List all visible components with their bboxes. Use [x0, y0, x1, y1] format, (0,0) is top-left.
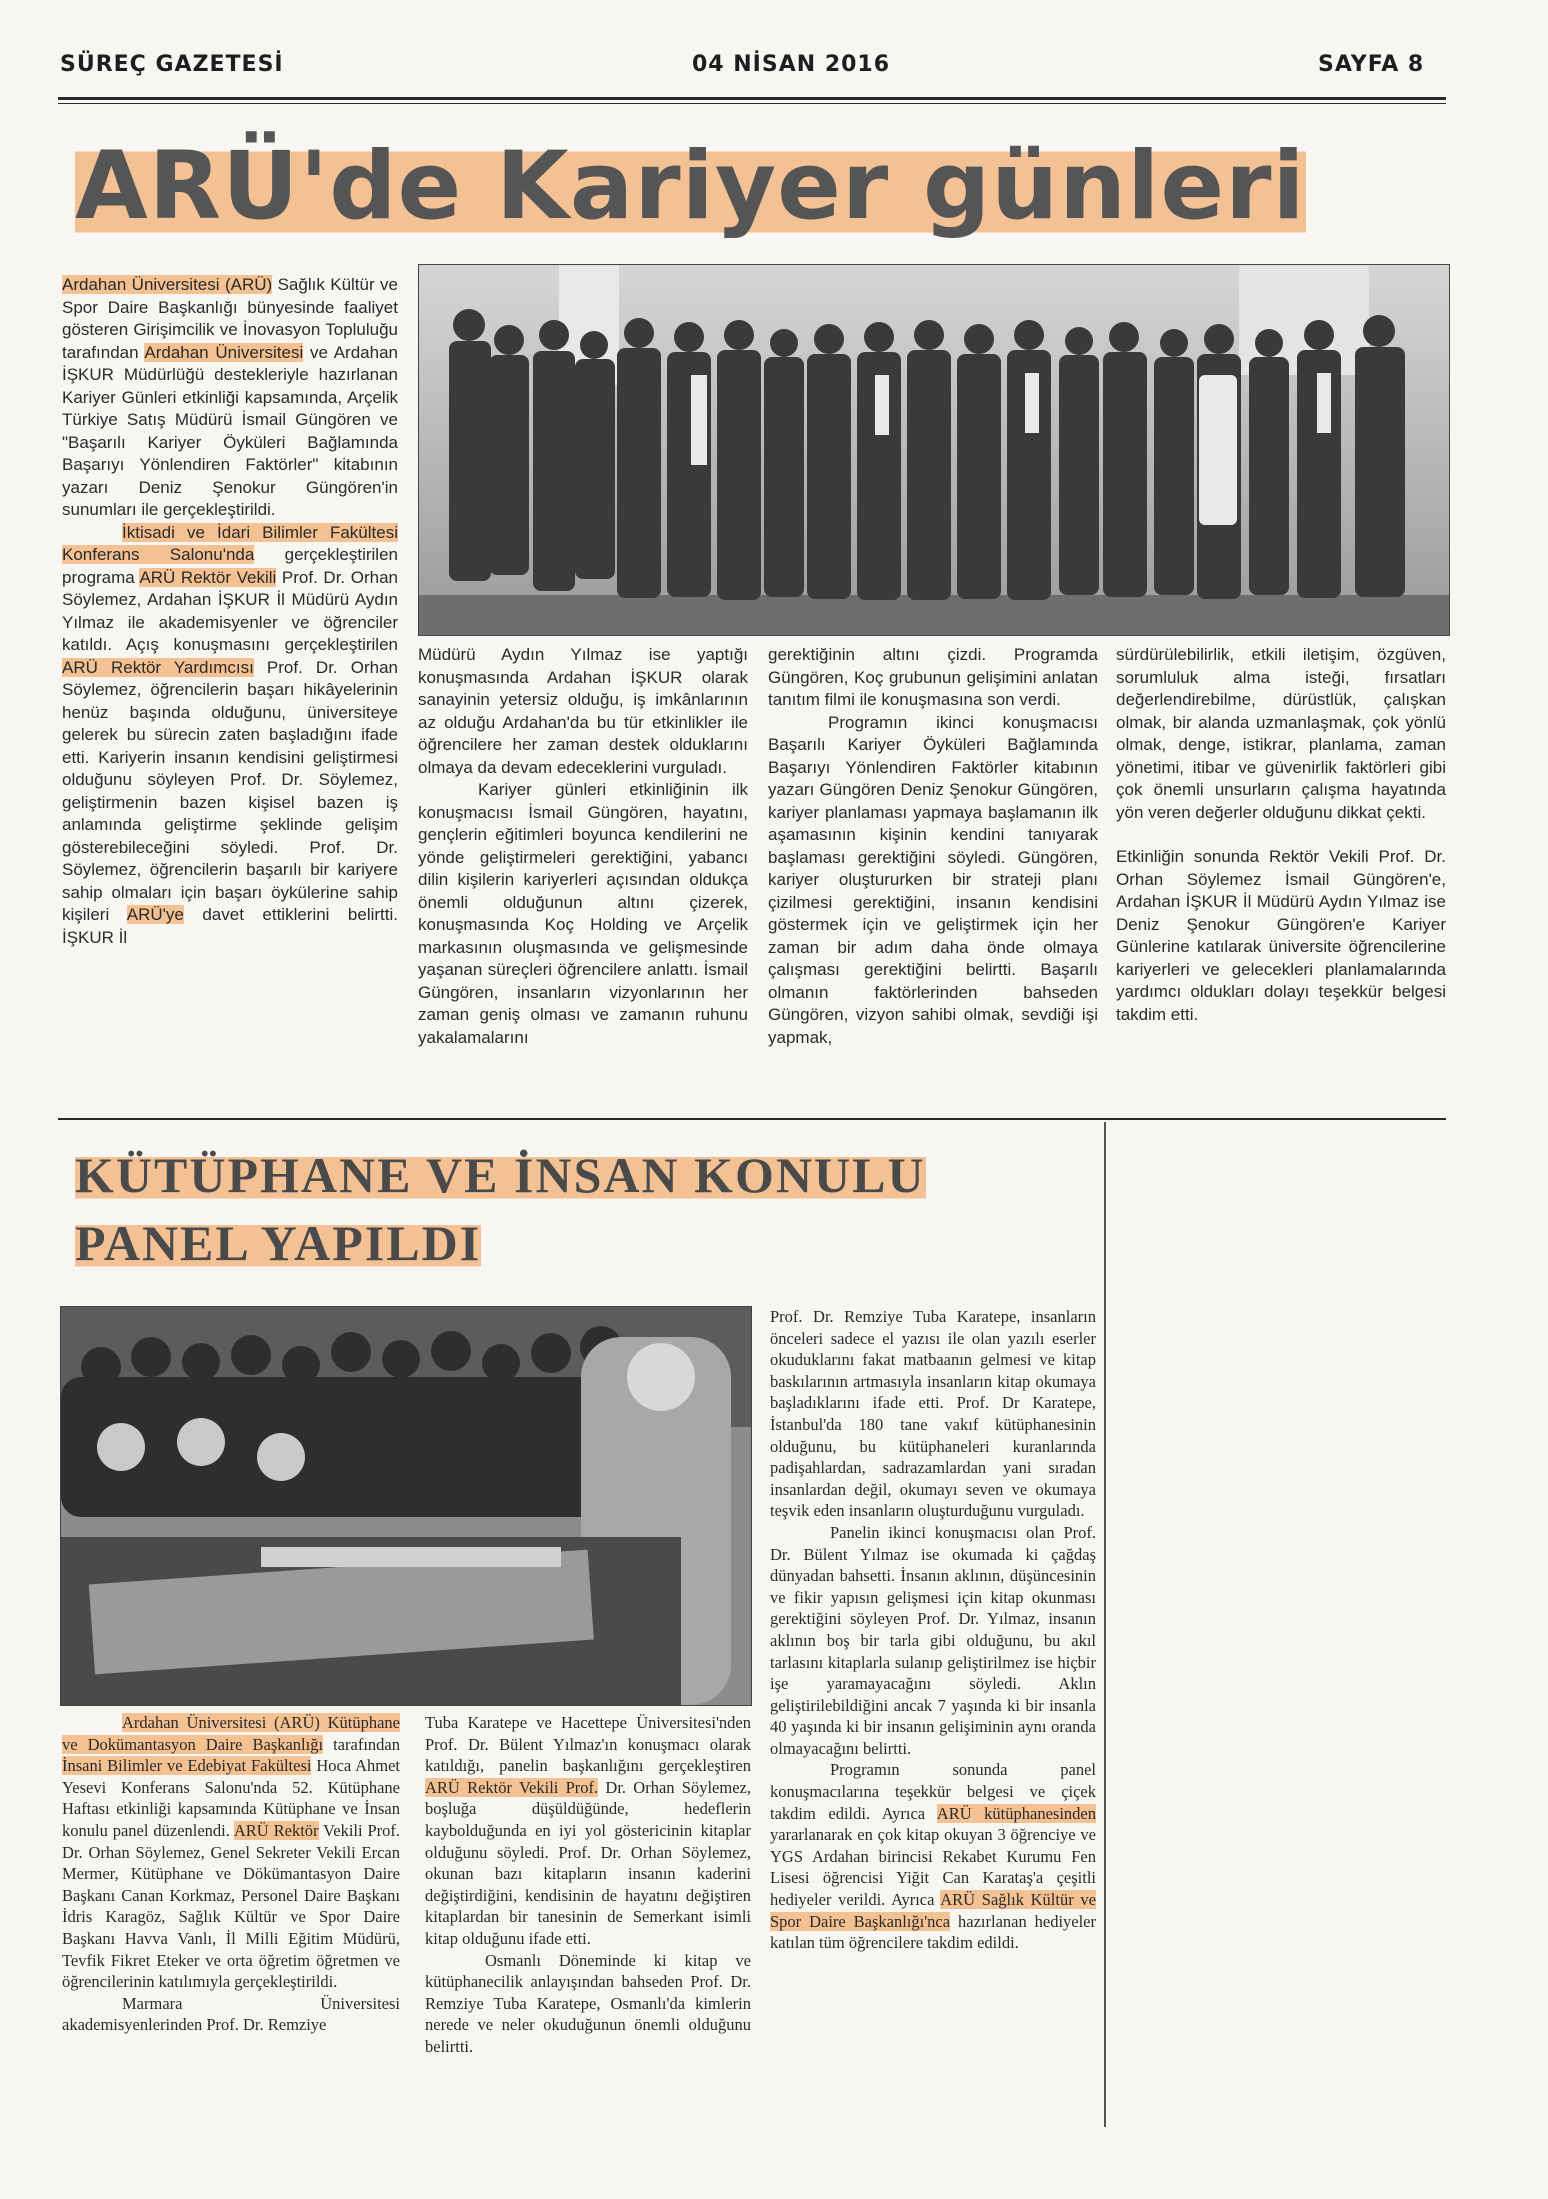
article1-col2-p2: Kariyer günleri etkinliğinin ilk konuşmacısı İsmail Güngören, hayatını, gençlerin eğitimleri boyunca kendilerini ne yönde geliştirmeleri gerektiğini, yabancı dilin kişilerin kariyerleri açısından oldukça önemli olduğunun altını çizerek, konuşmasında Koç Holding ve Arçelik markasının oluşmasında ve gelişmesinde yaşanan süreçleri öğrencilere anlattı. İsmail Güngören, insanların vizyonlarının her zaman geniş olması ve zamanın ruhunu yakalamalarını: [418, 780, 748, 1047]
article2-col2-a: Tuba Karatepe ve Hacettepe Üniversitesi'nden Prof. Dr. Bülent Yılmaz'ın konuşmacı olarak katıldığı, panelin başkanlığını gerçekleştiren: [425, 1713, 751, 1776]
paper-name: SÜREÇ GAZETESİ: [60, 52, 284, 77]
highlight-kutuphane-daire: Ardahan Üniversitesi (ARÜ) Kütüphane ve Dokümantasyon Daire Başkanlığı: [62, 1713, 400, 1754]
article1-col1-p2b: gerçekleştirilen programa: [62, 545, 398, 587]
article1-col1: [62, 274, 398, 949]
article2-col3-b: Panelin ikinci konuşmacısı olan Prof. Dr. Bülent Yılmaz ise okumada ki çağdaş dünyadan bahsetti. İnsanın aklının, düşüncesinin ve fikir yapısın gelişmesi için kitap okunması gerektiğini söyleyen Prof. Dr. Yılmaz, insanın aklının boş bir tarla gibi olduğunu, bu akıl tarlasını kitaplarla sulanıp geliştirilmez ise hiçbir işe yaramayacağını söyledi. Aklın geliştirilebildiğini ancak 7 yaşında ki bir insanla 40 yaşında ki bir insanın gelişiminin aynı oranda olmayacağını belirtti.: [770, 1522, 1096, 1758]
article2-col1-b: tarafından: [323, 1734, 400, 1754]
article2-col3-a: Prof. Dr. Remziye Tuba Karatepe, insanların önceleri sadece el yazısı ile olan yazılı eserler okuduklarını fakat matbaanın gelmesi ve kitap baskılarının artmasıyla insanların kitap okumaya başladıklarını ifade etti. Prof. Dr Karatepe, İstanbul'da 180 tane vakıf kütüphanesinin olduğunu, bu kütüphaneleri kuranlarında padişahlardan, sadrazamlardan yani sıradan insanlardan değil, okumayı seven ve okumaya teşvik eden insanların oluşturduğunu vurguladı.: [770, 1307, 1096, 1521]
group-photo: [418, 264, 1450, 636]
highlight-aru-saglik-kultur: ARÜ Sağlık Kültür ve Spor Daire Başkanlığı'nca: [770, 1890, 1096, 1931]
masthead-rule-thin: [58, 103, 1446, 104]
article2-col3-g: hazırlanan hediyeler katılan tüm öğrencilere takdim edildi.: [770, 1911, 1097, 1953]
article1-col2: [418, 644, 748, 1049]
article1-headline-text: ARÜ'de Kariyer günleri: [75, 132, 1306, 241]
article1-col1-p1b: Sağlık Kültür ve Spor Daire Başkanlığı bünyesinde faaliyet gösteren Girişimcilik ve İnovasyon Topluluğu tarafından: [62, 275, 399, 362]
section-divider: [58, 1118, 1446, 1120]
article2-col2-c: Dr. Orhan Söylemez, boşluğa düşüldüğünde, hedeflerin kaybolduğunda en iyi yol göstericinin kitaplar olduğunu söyledi. Prof. Dr. Orhan Söylemez, okunan bazı kitapların insanın kaderini değiştirdiğini, kendisinin de hayatını değiştiren kitaplardan bir tanesinin de Semerkant isimli kitap olduğunu ifade etti.: [425, 1777, 751, 1948]
article2-col3: [770, 1306, 1096, 1954]
article2-col2: [425, 1712, 751, 2058]
article1-col4-p2: Etkinliğin sonunda Rektör Vekili Prof. Dr. Orhan Söylemez İsmail Güngören'e, Ardahan İŞKUR İl Müdürü Aydın Yılmaz ise Deniz Şenokur Güngören'e Kariyer Günlerine katılarak üniversite öğrencilerine kariyerleri ve gelecekleri planlamalarında yardımcı oldukları dolayı teşekkür belgesi takdim etti.: [1116, 847, 1446, 1024]
article1-col4-p1: sürdürülebilirlik, etkili iletişim, özgüven, sorumluluk alma isteği, fırsatları değerlendirebilme, dürüstlük, çalışkan olmak, bir alanda uzmanlaşmak, çok yönlü olmak, denge, istikrar, planlama, zaman yönetimi, itibar ve güvenirlik faktörleri gibi çok önemli unsurların çalışma hayatında yön veren değerler olduğunu dikkat çekti.: [1116, 645, 1446, 822]
highlight-iibf-salon: İktisadi ve İdari Bilimler Fakültesi Konferans Salonu'nda: [62, 522, 398, 564]
article2-col1: [62, 1712, 400, 2036]
highlight-aru-rektor-vekili: ARÜ Rektör Vekili: [139, 567, 277, 587]
highlight-aru-rektor-yardimcisi: ARÜ Rektör Yardımcısı: [62, 657, 254, 677]
article1-col2-p1: Müdürü Aydın Yılmaz ise yaptığı konuşmasında Ardahan İŞKUR olarak sanayinin yetersiz olduğu, iş imkânlarının az olduğu Ardahan'da bu tür etkinlikler ile öğrencilere her zaman destek olduklarını olmaya da devam edeceklerini vurguladı.: [418, 645, 748, 777]
article1-col3-p1: gerektiğinin altını çizdi. Programda Güngören, Koç grubunun gelişimini anlatan tanıtım filmi ile konuşmasına son verdi.: [768, 645, 1098, 709]
panel-photo-image: [61, 1307, 751, 1705]
article2-col1-d: Hoca Ahmet Yesevi Konferans Salonu'nda 52. Kütüphane Haftası etkinliği kapsamında Kütüphane ve İnsan konulu panel düzenlendi.: [62, 1756, 400, 1840]
article1-col1-p2h: davet ettiklerini belirtti. İŞKUR İl: [62, 905, 399, 947]
column-divider: [1104, 1122, 1106, 2127]
highlight-aruye: ARÜ'ye: [126, 905, 184, 924]
masthead-rule: [58, 97, 1446, 100]
highlight-insani-bilimler: İnsani Bilimler ve Edebiyat Fakültesi: [62, 1756, 312, 1776]
article2-col1-f: Vekili Prof. Dr. Orhan Söylemez, Genel Sekreter Vekili Ercan Mermer, Kütüphane ve Dökümantasyon Daire Başkanı Canan Korkmaz, Personel Daire Başkanı İdris Karagöz, Sağlık Kültür ve Spor Daire Başkanı Havva Vanlı, İl Milli Eğitim Müdürü, Tevfik Fikret Eteker ve orta öğretim öğretmen ve öğrencilerinin katılımıyla gerçekleştirildi.: [62, 1820, 401, 1992]
issue-date: 04 NİSAN 2016: [692, 52, 891, 77]
article1-col3-p2: Programın ikinci konuşmacısı Başarılı Kariyer Öyküleri Bağlamında Başarıyı Yönlendiren Faktörler kitabının yazarı Güngören Deniz Şenokur Güngören, kariyer planlaması yapmaya başlamanın ilk aşamasının kişinin kendini tanıyarak başlaması gerektiğini söyledi. Güngören, kariyer oluştururken bir strateji planı çizilmesi gerektiğini, insanın kendisini göstermek için ve geliştirmek için her zaman bir adım daha önde olmaya çalışması gerektiğini belirtti. Başarılı olmanın faktörlerinden bahseden Güngören, vizyon sahibi olmak, sevdiği işi yapmak,: [768, 712, 1098, 1047]
article2-headline-line2: [75, 1215, 482, 1271]
article2-headline-line1: [75, 1147, 926, 1203]
article1-col3: [768, 644, 1098, 1049]
article1-col1-p2d: Prof. Dr. Orhan Söylemez, Ardahan İŞKUR İl Müdürü Aydın Yılmaz ile akademisyenler ve öğrenciler katıldı. Açış konuşmasını gerçekleştirilen: [62, 567, 399, 654]
highlight-ardahan-universitesi-aru: Ardahan Üniversitesi (ARÜ): [62, 275, 273, 294]
highlight-aru-rektor: ARÜ Rektör: [233, 1820, 319, 1840]
panel-photo: [60, 1306, 752, 1706]
article1-headline: [75, 132, 1306, 241]
highlight-aru-rektor-vekili-prof: ARÜ Rektör Vekili Prof.: [425, 1777, 599, 1797]
article2-col2-d: Osmanlı Döneminde ki kitap ve kütüphanecilik anlayışından bahseden Prof. Dr. Remziye Tuba Karatepe, Osmanlı'da kimlerin nerede ve neler okuduğunun önemli olduğunu belirtti.: [425, 1950, 751, 2056]
article1-col4: [1116, 644, 1446, 1026]
article2-headline-line1-text: KÜTÜPHANE VE İNSAN KONULU: [75, 1147, 926, 1203]
article2-headline-line2-text: PANEL YAPILDI: [75, 1215, 482, 1271]
article2-col3-e: yararlanarak en çok kitap okuyan 3 öğrenciye ve YGS Ardahan birincisi Rekabet Kurumu Fen Lisesi öğrencisi Yiğit Can Karataş'a çeşitli hediyeler verildi. Ayrıca: [770, 1825, 1096, 1910]
highlight-aru-kutuphanesinden: ARÜ kütüphanesinden: [936, 1803, 1096, 1823]
article1-col1-p2f: Prof. Dr. Orhan Söylemez, öğrencilerin başarı hikâyelerinin henüz başında olduğunu, üniversiteye gelerek bu sürecin zaten başladığını ifade etti. Kariyerin insanın kendisini geliştirmesi olduğunu söyleyen Prof. Dr. Söylemez, geliştirmenin bazen kişisel bazen iş anlamında geliştirme şeklinde gelişim gösterebileceğini söyledi. Prof. Dr. Söylemez, öğrencilerin başarılı bir kariyere sahip olmaları için başarı öykülerine sahip kişileri: [62, 657, 398, 924]
highlight-ardahan-universitesi: Ardahan Üniversitesi: [144, 342, 304, 362]
article2-col1-g: Marmara Üniversitesi akademisyenlerinden Prof. Dr. Remziye: [62, 1993, 400, 2035]
group-photo-image: [419, 265, 1449, 635]
page-number: SAYFA 8: [1318, 52, 1425, 77]
article1-col1-p1d: ve Ardahan İŞKUR Müdürlüğü destekleriyle hazırlanan Kariyer Günleri etkinliği kapsamında, Arçelik Türkiye Satış Müdürü İsmail Güngören ve "Başarılı Kariyer Öyküleri Bağlamında Başarıyı Yönlendiren Faktörler" kitabının yazarı Deniz Şenokur Güngören'in sunumları ile gerçekleştirildi.: [62, 342, 398, 519]
article2-col3-c: Programın sonunda panel konuşmacılarına teşekkür belgesi ve çiçek takdim edildi. Ayrıca: [770, 1760, 1096, 1823]
